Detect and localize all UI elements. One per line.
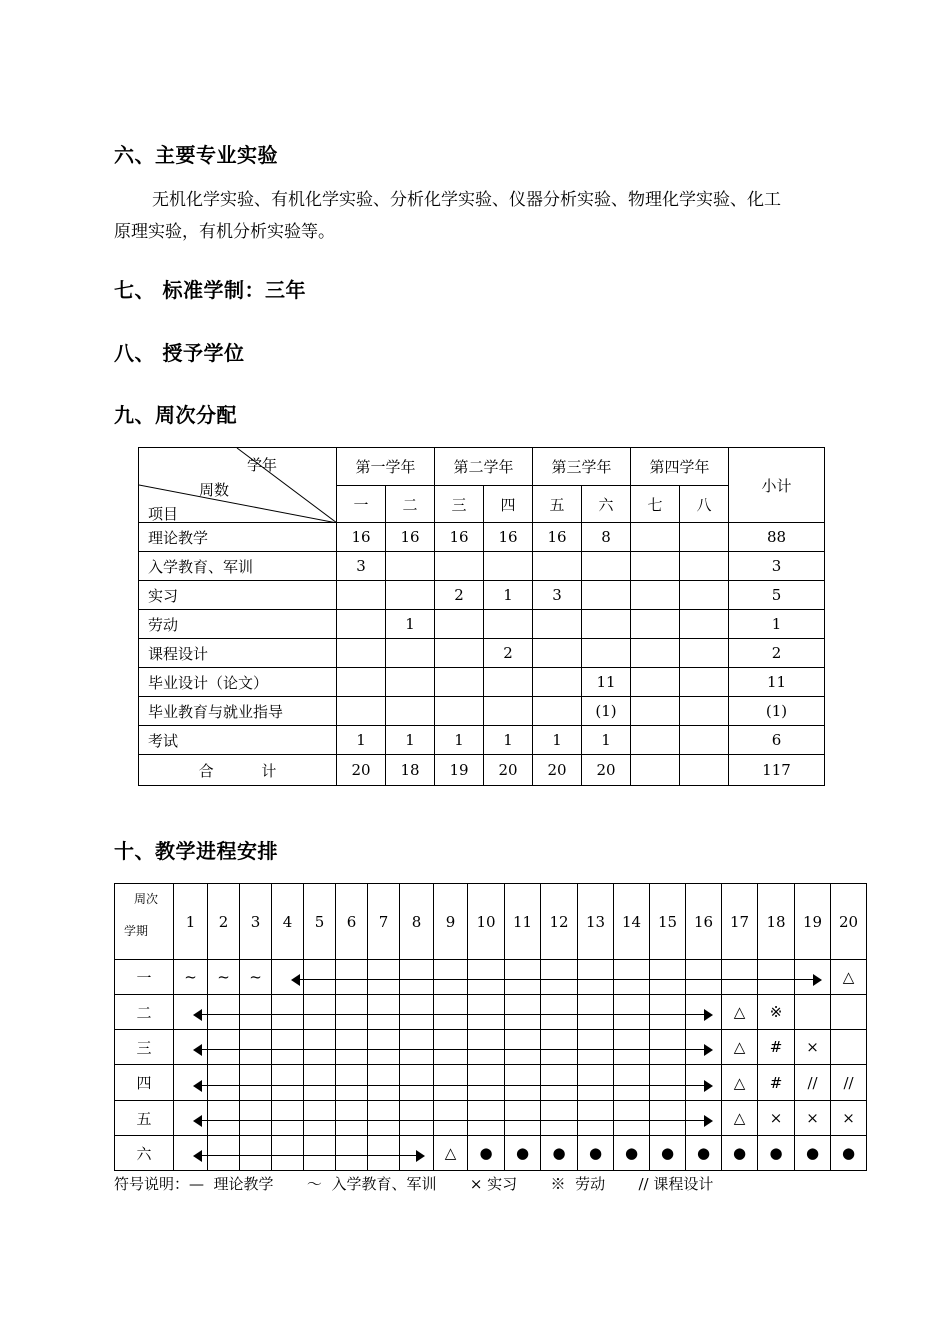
schedule-cell: × bbox=[795, 1101, 831, 1136]
table-cell bbox=[533, 552, 582, 581]
row-label: 实习 bbox=[139, 581, 337, 610]
section-7-title: 七、 标准学制：三年 bbox=[114, 278, 306, 302]
section-9-title: 九、周次分配 bbox=[114, 403, 237, 427]
week-number-header: 14 bbox=[614, 884, 650, 960]
schedule-cell: # bbox=[758, 1030, 795, 1065]
row-label: 合 计 bbox=[139, 755, 337, 786]
table-cell bbox=[533, 639, 582, 668]
term-label: 四 bbox=[115, 1065, 174, 1101]
table-cell bbox=[680, 726, 729, 755]
week-number-header: 15 bbox=[650, 884, 686, 960]
week-distribution-table bbox=[138, 447, 825, 786]
week-number-header: 11 bbox=[505, 884, 541, 960]
table-cell bbox=[386, 668, 435, 697]
table-corner-cell bbox=[139, 448, 337, 523]
schedule-cell: ● bbox=[505, 1136, 541, 1171]
week-number-header: 13 bbox=[578, 884, 614, 960]
table-row bbox=[139, 610, 825, 639]
theory-teaching-arrow bbox=[193, 1150, 425, 1162]
row-subtotal: 2 bbox=[729, 639, 825, 668]
table-cell bbox=[386, 639, 435, 668]
table-cell: 16 bbox=[337, 523, 386, 552]
semester-header: 一 bbox=[337, 486, 386, 523]
corner-weeks-label: 周数 bbox=[199, 481, 230, 499]
row-label: 理论教学 bbox=[139, 523, 337, 552]
table-cell bbox=[680, 523, 729, 552]
schedule-cell: ● bbox=[686, 1136, 722, 1171]
table-cell: 3 bbox=[337, 552, 386, 581]
section-6-line-1: 无机化学实验、有机化学实验、分析化学实验、仪器分析实验、物理化学实验、化工 bbox=[152, 190, 781, 210]
table-cell bbox=[337, 697, 386, 726]
section-10-title: 十、教学进程安排 bbox=[114, 839, 278, 863]
table-row bbox=[139, 697, 825, 726]
table-cell bbox=[533, 668, 582, 697]
table-cell bbox=[484, 697, 533, 726]
semester-header: 二 bbox=[386, 486, 435, 523]
table-cell: 1 bbox=[484, 581, 533, 610]
row-label: 考试 bbox=[139, 726, 337, 755]
table-cell bbox=[631, 726, 680, 755]
week-number-header: 8 bbox=[400, 884, 434, 960]
section-6-line-2: 原理实验，有机分析实验等。 bbox=[114, 222, 335, 242]
table-row bbox=[139, 523, 825, 552]
schedule-cell: // bbox=[795, 1065, 831, 1101]
week-number-header: 7 bbox=[368, 884, 400, 960]
term-label: 六 bbox=[115, 1136, 174, 1171]
row-subtotal: 11 bbox=[729, 668, 825, 697]
table-cell bbox=[631, 668, 680, 697]
table-cell: 8 bbox=[582, 523, 631, 552]
week-number-header: 6 bbox=[336, 884, 368, 960]
table-cell bbox=[680, 639, 729, 668]
table-cell bbox=[435, 639, 484, 668]
section-8-title: 八、 授予学位 bbox=[114, 341, 245, 365]
year-4-header: 第四学年 bbox=[631, 448, 729, 486]
week-number-header: 2 bbox=[208, 884, 240, 960]
week-number-header: 4 bbox=[272, 884, 304, 960]
table-cell: 16 bbox=[533, 523, 582, 552]
table-cell: 3 bbox=[533, 581, 582, 610]
corner-item-label: 项目 bbox=[148, 505, 179, 523]
row-subtotal: 117 bbox=[729, 755, 825, 786]
table-cell: 16 bbox=[435, 523, 484, 552]
table-cell: 1 bbox=[337, 726, 386, 755]
row-label: 毕业设计（论文） bbox=[139, 668, 337, 697]
table-cell: 20 bbox=[484, 755, 533, 786]
week-number-header: 17 bbox=[722, 884, 758, 960]
table-cell bbox=[435, 552, 484, 581]
table-cell bbox=[582, 639, 631, 668]
schedule-cell: △ bbox=[722, 1065, 758, 1101]
table-cell: 1 bbox=[386, 610, 435, 639]
row-subtotal: 1 bbox=[729, 610, 825, 639]
table-row bbox=[139, 668, 825, 697]
schedule-cell bbox=[831, 1030, 867, 1065]
row-subtotal: 3 bbox=[729, 552, 825, 581]
term-label: 五 bbox=[115, 1101, 174, 1136]
table-cell: 18 bbox=[386, 755, 435, 786]
schedule-cell: △ bbox=[722, 995, 758, 1030]
week-number-header: 1 bbox=[174, 884, 208, 960]
week-number-header: 16 bbox=[686, 884, 722, 960]
table-cell bbox=[631, 581, 680, 610]
schedule-cell bbox=[831, 995, 867, 1030]
theory-teaching-arrow bbox=[193, 1115, 713, 1127]
row-label: 入学教育、军训 bbox=[139, 552, 337, 581]
schedule-cell: ● bbox=[795, 1136, 831, 1171]
table-cell bbox=[582, 581, 631, 610]
table-cell bbox=[533, 610, 582, 639]
table-cell bbox=[484, 552, 533, 581]
table-cell bbox=[337, 668, 386, 697]
theory-teaching-arrow bbox=[193, 1009, 713, 1021]
schedule-cell: # bbox=[758, 1065, 795, 1101]
schedule-cell: △ bbox=[434, 1136, 468, 1171]
total-row bbox=[139, 755, 825, 786]
table-cell bbox=[435, 610, 484, 639]
schedule-cell: ● bbox=[578, 1136, 614, 1171]
row-label: 劳动 bbox=[139, 610, 337, 639]
table-cell bbox=[631, 697, 680, 726]
table-row bbox=[139, 552, 825, 581]
table-cell: (1) bbox=[582, 697, 631, 726]
semester-header: 四 bbox=[484, 486, 533, 523]
table-cell bbox=[337, 581, 386, 610]
table-row bbox=[139, 639, 825, 668]
schedule-corner-cell bbox=[115, 884, 174, 960]
table-cell: 20 bbox=[337, 755, 386, 786]
schedule-cell: // bbox=[831, 1065, 867, 1101]
table-cell bbox=[631, 552, 680, 581]
table-row bbox=[139, 581, 825, 610]
schedule-cell: ● bbox=[541, 1136, 578, 1171]
week-number-header: 3 bbox=[240, 884, 272, 960]
row-label: 课程设计 bbox=[139, 639, 337, 668]
term-label: 一 bbox=[115, 960, 174, 995]
table-cell bbox=[680, 697, 729, 726]
table-cell: 11 bbox=[582, 668, 631, 697]
week-number-header: 5 bbox=[304, 884, 336, 960]
table-cell bbox=[582, 610, 631, 639]
schedule-cell: ● bbox=[468, 1136, 505, 1171]
section-6-title: 六、主要专业实验 bbox=[114, 143, 278, 167]
week-number-header: 19 bbox=[795, 884, 831, 960]
table-cell: 20 bbox=[582, 755, 631, 786]
table-cell bbox=[680, 610, 729, 639]
schedule-cell bbox=[795, 995, 831, 1030]
corner-year-label: 学年 bbox=[247, 456, 278, 474]
week-number-header: 18 bbox=[758, 884, 795, 960]
schedule-cell: ● bbox=[831, 1136, 867, 1171]
table-cell bbox=[680, 668, 729, 697]
table-cell: 1 bbox=[582, 726, 631, 755]
table-row bbox=[139, 726, 825, 755]
table-cell bbox=[435, 668, 484, 697]
theory-teaching-arrow bbox=[193, 1044, 713, 1056]
row-subtotal: 88 bbox=[729, 523, 825, 552]
semester-header: 八 bbox=[680, 486, 729, 523]
table-cell: 1 bbox=[533, 726, 582, 755]
row-subtotal: (1) bbox=[729, 697, 825, 726]
schedule-cell: ※ bbox=[758, 995, 795, 1030]
table-cell bbox=[680, 755, 729, 786]
schedule-corner-week: 周次 bbox=[134, 892, 159, 906]
table-cell: 2 bbox=[435, 581, 484, 610]
table-cell: 19 bbox=[435, 755, 484, 786]
schedule-cell: ~ bbox=[240, 960, 272, 995]
table-cell bbox=[386, 697, 435, 726]
row-subtotal: 5 bbox=[729, 581, 825, 610]
section-6-text bbox=[114, 184, 870, 248]
week-number-header: 20 bbox=[831, 884, 867, 960]
table-cell: 16 bbox=[484, 523, 533, 552]
table-cell bbox=[435, 697, 484, 726]
table-cell: 1 bbox=[435, 726, 484, 755]
year-2-header: 第二学年 bbox=[435, 448, 533, 486]
schedule-corner-term: 学期 bbox=[124, 924, 149, 938]
table-cell bbox=[631, 523, 680, 552]
table-cell: 1 bbox=[484, 726, 533, 755]
semester-header: 三 bbox=[435, 486, 484, 523]
table-cell: 16 bbox=[386, 523, 435, 552]
table-cell bbox=[484, 610, 533, 639]
schedule-cell: △ bbox=[722, 1101, 758, 1136]
schedule-cell: × bbox=[758, 1101, 795, 1136]
term-label: 三 bbox=[115, 1030, 174, 1065]
schedule-cell: △ bbox=[722, 1030, 758, 1065]
table-cell bbox=[680, 552, 729, 581]
table-cell: 2 bbox=[484, 639, 533, 668]
schedule-cell: ● bbox=[650, 1136, 686, 1171]
year-3-header: 第三学年 bbox=[533, 448, 631, 486]
schedule-cell: × bbox=[831, 1101, 867, 1136]
table-cell bbox=[337, 639, 386, 668]
table-cell bbox=[386, 581, 435, 610]
schedule-cell: ~ bbox=[174, 960, 208, 995]
schedule-cell: ~ bbox=[208, 960, 240, 995]
table-cell bbox=[680, 581, 729, 610]
teaching-schedule-table bbox=[114, 883, 867, 1171]
semester-header: 七 bbox=[631, 486, 680, 523]
table-cell bbox=[484, 668, 533, 697]
subtotal-header: 小计 bbox=[729, 448, 825, 523]
theory-teaching-arrow bbox=[193, 1080, 713, 1092]
row-label: 毕业教育与就业指导 bbox=[139, 697, 337, 726]
theory-teaching-arrow bbox=[291, 974, 822, 986]
table-cell bbox=[631, 755, 680, 786]
year-1-header: 第一学年 bbox=[337, 448, 435, 486]
table-cell bbox=[337, 610, 386, 639]
table-cell bbox=[631, 639, 680, 668]
schedule-cell: ● bbox=[614, 1136, 650, 1171]
schedule-cell: × bbox=[795, 1030, 831, 1065]
symbol-legend: 符号说明：— 理论教学 ～ 入学教育、军训 × 实习 ※ 劳动 // 课程设计 bbox=[114, 1175, 714, 1193]
week-number-header: 10 bbox=[468, 884, 505, 960]
schedule-cell: ● bbox=[758, 1136, 795, 1171]
row-subtotal: 6 bbox=[729, 726, 825, 755]
table-cell bbox=[582, 552, 631, 581]
semester-header: 六 bbox=[582, 486, 631, 523]
table-cell: 1 bbox=[386, 726, 435, 755]
schedule-cell: ● bbox=[722, 1136, 758, 1171]
term-label: 二 bbox=[115, 995, 174, 1030]
semester-header: 五 bbox=[533, 486, 582, 523]
table-cell: 20 bbox=[533, 755, 582, 786]
table-cell bbox=[533, 697, 582, 726]
week-number-header: 12 bbox=[541, 884, 578, 960]
table-cell bbox=[631, 610, 680, 639]
week-number-header: 9 bbox=[434, 884, 468, 960]
table-cell bbox=[386, 552, 435, 581]
schedule-cell: △ bbox=[831, 960, 867, 995]
